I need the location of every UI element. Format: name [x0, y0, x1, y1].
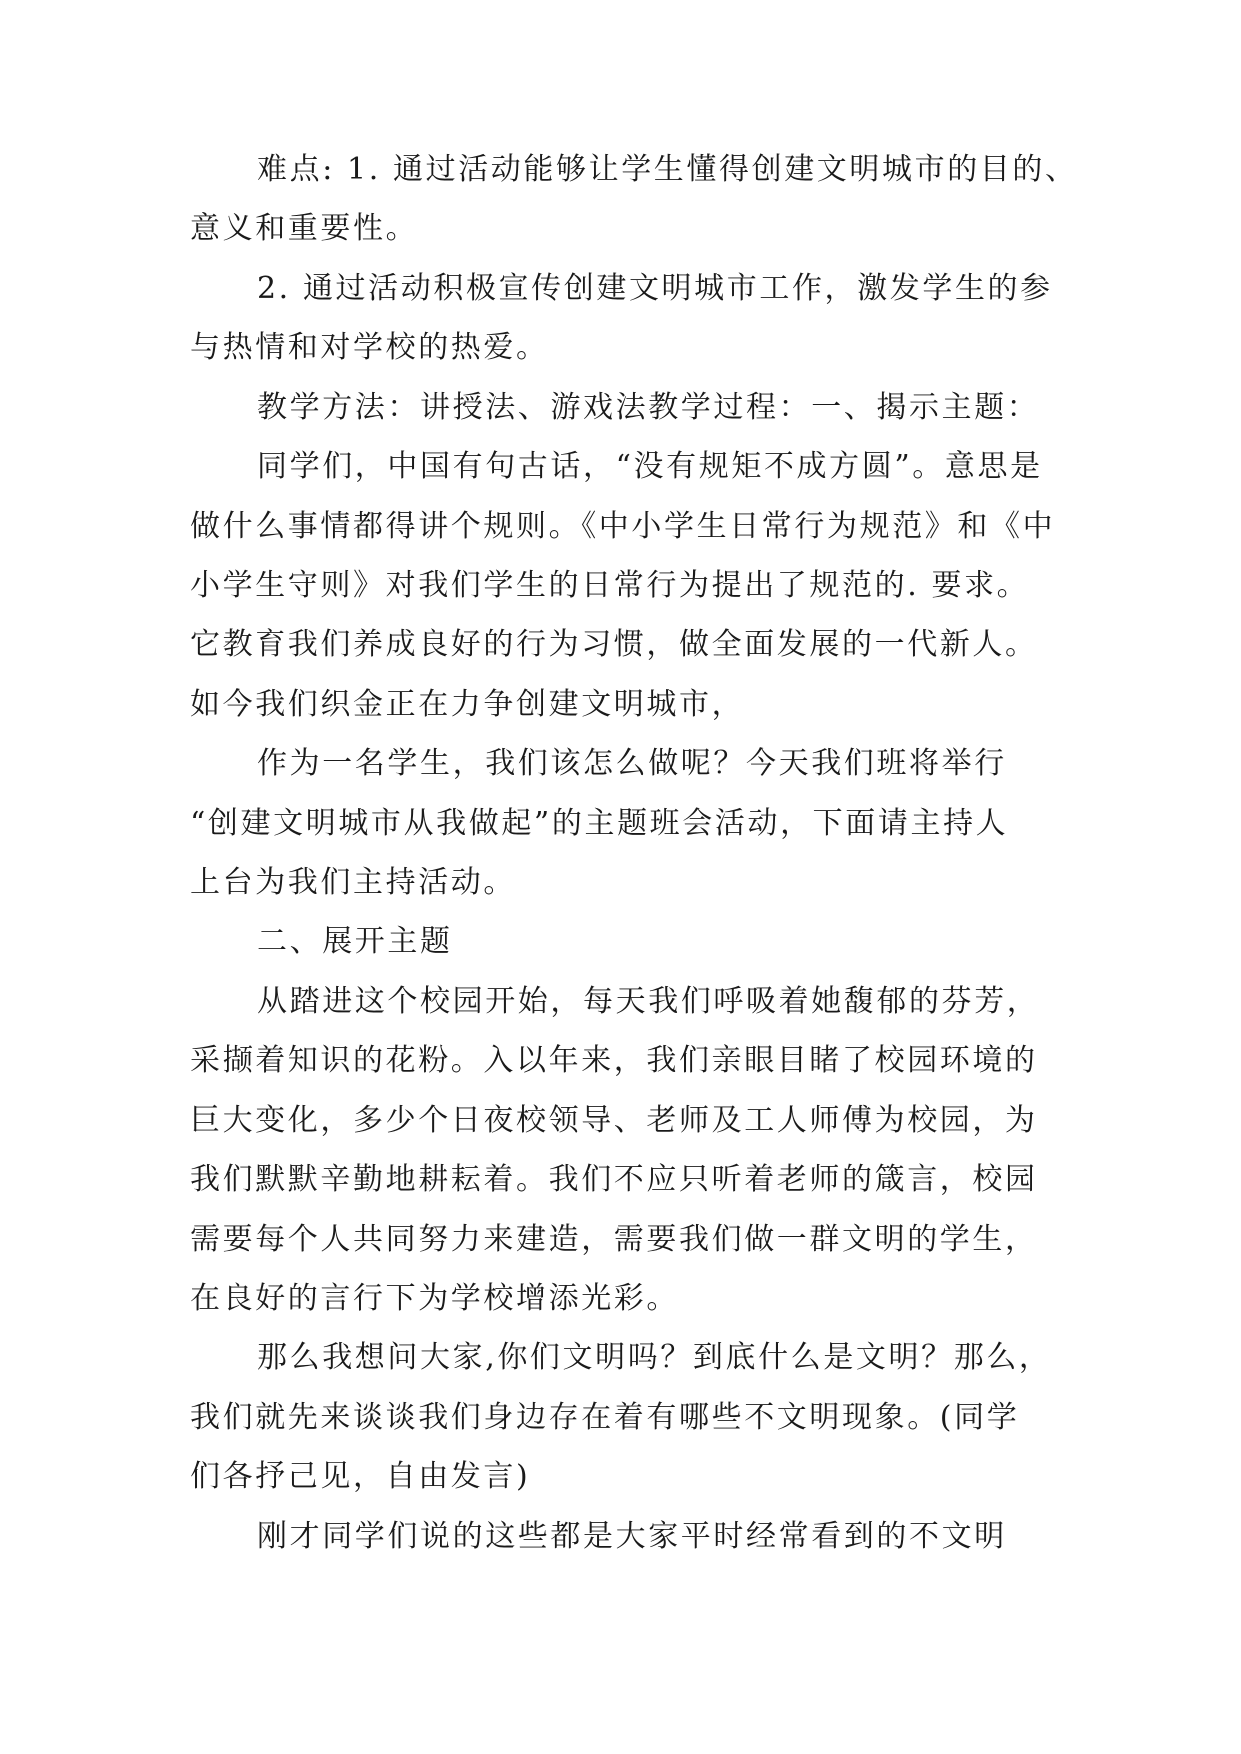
text-line: 意义和重要性。 — [190, 211, 419, 246]
text-line: 巨大变化，多少个日夜校领导、老师及工人师傅为校园，为 — [190, 1103, 1038, 1138]
text-line: 那么我想问大家,你们文明吗？到底什么是文明？那么， — [257, 1340, 1052, 1375]
text-line: “创建文明城市从我做起”的主题班会活动，下面请主持人 — [190, 806, 1009, 841]
text-line: 我们默默辛勤地耕耘着。我们不应只听着老师的箴言，校园 — [190, 1162, 1038, 1197]
text-line: 采撷着知识的花粉。入以年来，我们亲眼目睹了校园环境的 — [190, 1043, 1038, 1078]
text-line: 刚才同学们说的这些都是大家平时经常看到的不文明 — [257, 1519, 1007, 1554]
text-line: 与热情和对学校的热爱。 — [190, 330, 549, 365]
text-line: 在良好的言行下为学校增添光彩。 — [190, 1281, 679, 1316]
text-line: 它教育我们养成良好的行为习惯，做全面发展的一代新人。 — [190, 627, 1038, 662]
text-line: 做什么事情都得讲个规则。《中小学生日常行为规范》和《中 — [190, 509, 1056, 544]
text-line: 2. 通过活动积极宣传创建文明城市工作，激发学生的参 — [257, 271, 1053, 306]
text-line: 我们就先来谈谈我们身边存在着有哪些不文明现象。(同学 — [190, 1400, 1020, 1435]
text-line: 需要每个人共同努力来建造，需要我们做一群文明的学生， — [190, 1222, 1038, 1257]
text-line: 小学生守则》对我们学生的日常行为提出了规范的. 要求。 — [190, 568, 1030, 603]
text-line: 教学方法：讲授法、游戏法教学过程：一、揭示主题： — [257, 390, 1040, 425]
text-line: 如今我们织金正在力争创建文明城市， — [190, 687, 745, 722]
text-line: 难点: 1. 通过活动能够让学生懂得创建文明城市的目的、 — [257, 152, 1078, 187]
text-line: 从踏进这个校园开始，每天我们呼吸着她馥郁的芬芳， — [257, 984, 1040, 1019]
text-line: 作为一名学生，我们该怎么做呢？今天我们班将举行 — [257, 746, 1007, 781]
text-line: 们各抒己见，自由发言) — [190, 1459, 531, 1494]
section-heading: 二、展开主题 — [257, 924, 453, 959]
text-line: 上台为我们主持活动。 — [190, 865, 516, 900]
text-line: 同学们，中国有句古话，“没有规矩不成方圆”。意思是 — [257, 449, 1043, 484]
